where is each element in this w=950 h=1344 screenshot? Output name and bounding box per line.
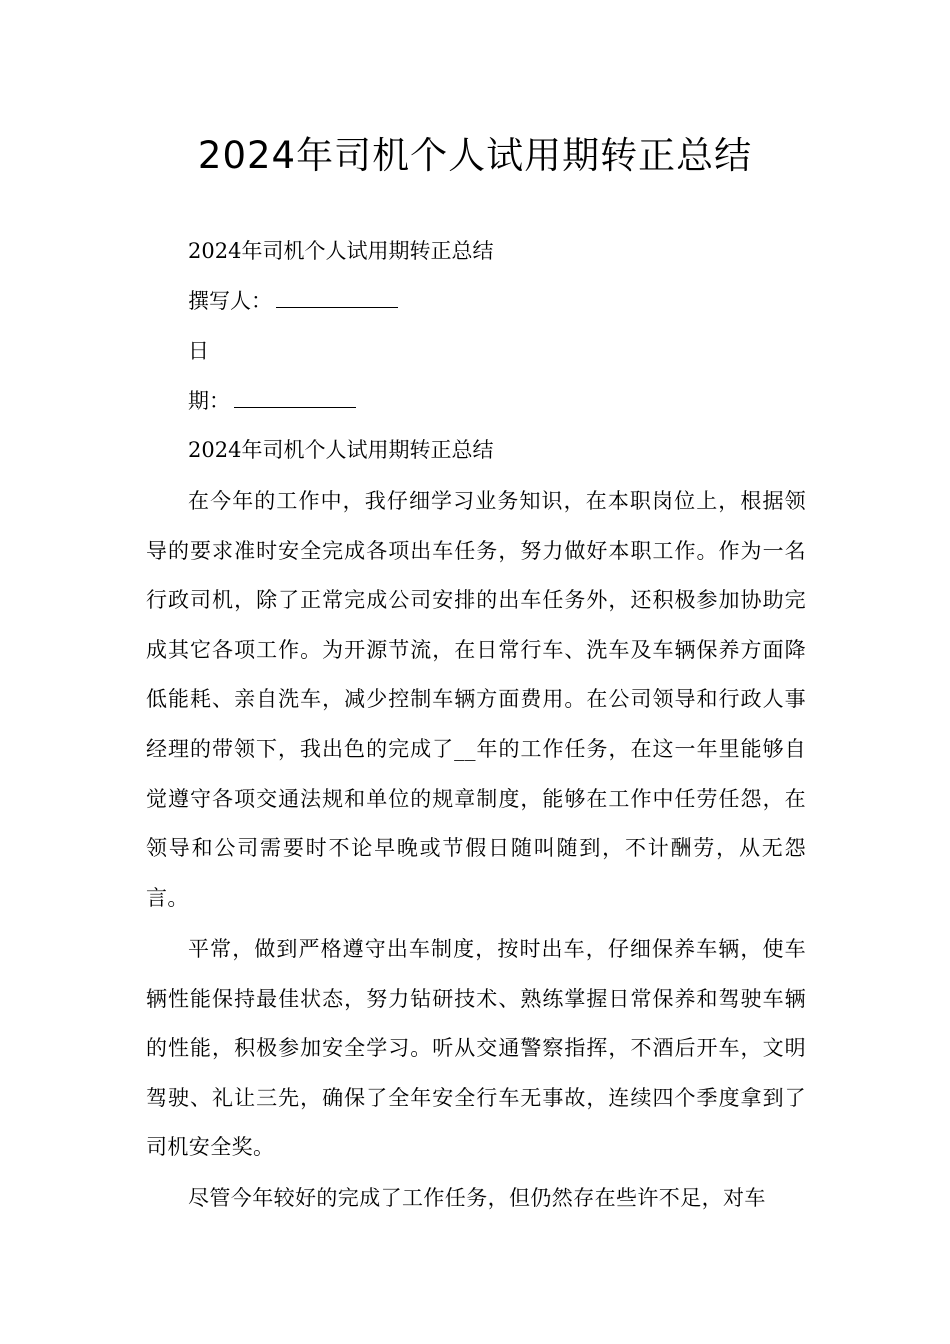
date-label-second: 期：: [188, 389, 230, 413]
document-title: 2024年司机个人试用期转正总结: [197, 134, 753, 177]
date-label-first: 日: [188, 339, 209, 363]
date-blank: [234, 389, 356, 408]
body-paragraph-3: 尽管今年较好的完成了工作任务，但仍然存在些许不足，对车: [188, 1186, 766, 1210]
author-label: 撰写人：: [188, 289, 272, 313]
author-blank: [276, 289, 398, 308]
body-paragraph-1: 在今年的工作中，我仔细学习业务知识，在本职岗位上，根据领导的要求准时安全完成各项出车任务，努力做好本职工作。作为一名行政司机，除了正常完成公司安排的出车任务外，还积极参加协助完成其它各项工作。为开源节流，在日常行车、洗车及车辆保养方面降低能耗、亲自洗车，减少控制车辆方面费用。在公司领导和行政人事经理的带领下，我出色的完成了__年的工作任务，在这一年里能够自觉遵守各项交通法规和单位的规章制度，能够在工作中任劳任怨，在领导和公司需要时不论早晚或节假日随叫随到，不计酬劳，从无怨言。: [146, 489, 806, 910]
date-line: [188, 386, 356, 416]
author-line: [188, 286, 398, 316]
document-subtitle-repeat: 2024年司机个人试用期转正总结: [188, 438, 494, 462]
document-subtitle: 2024年司机个人试用期转正总结: [188, 239, 494, 263]
body-paragraph-2: 平常，做到严格遵守出车制度，按时出车，仔细保养车辆，使车辆性能保持最佳状态，努力钻研技术、熟练掌握日常保养和驾驶车辆的性能，积极参加安全学习。听从交通警察指挥，不酒后开车，文明驾驶、礼让三先，确保了全年安全行车无事故，连续四个季度拿到了司机安全奖。: [146, 937, 806, 1160]
